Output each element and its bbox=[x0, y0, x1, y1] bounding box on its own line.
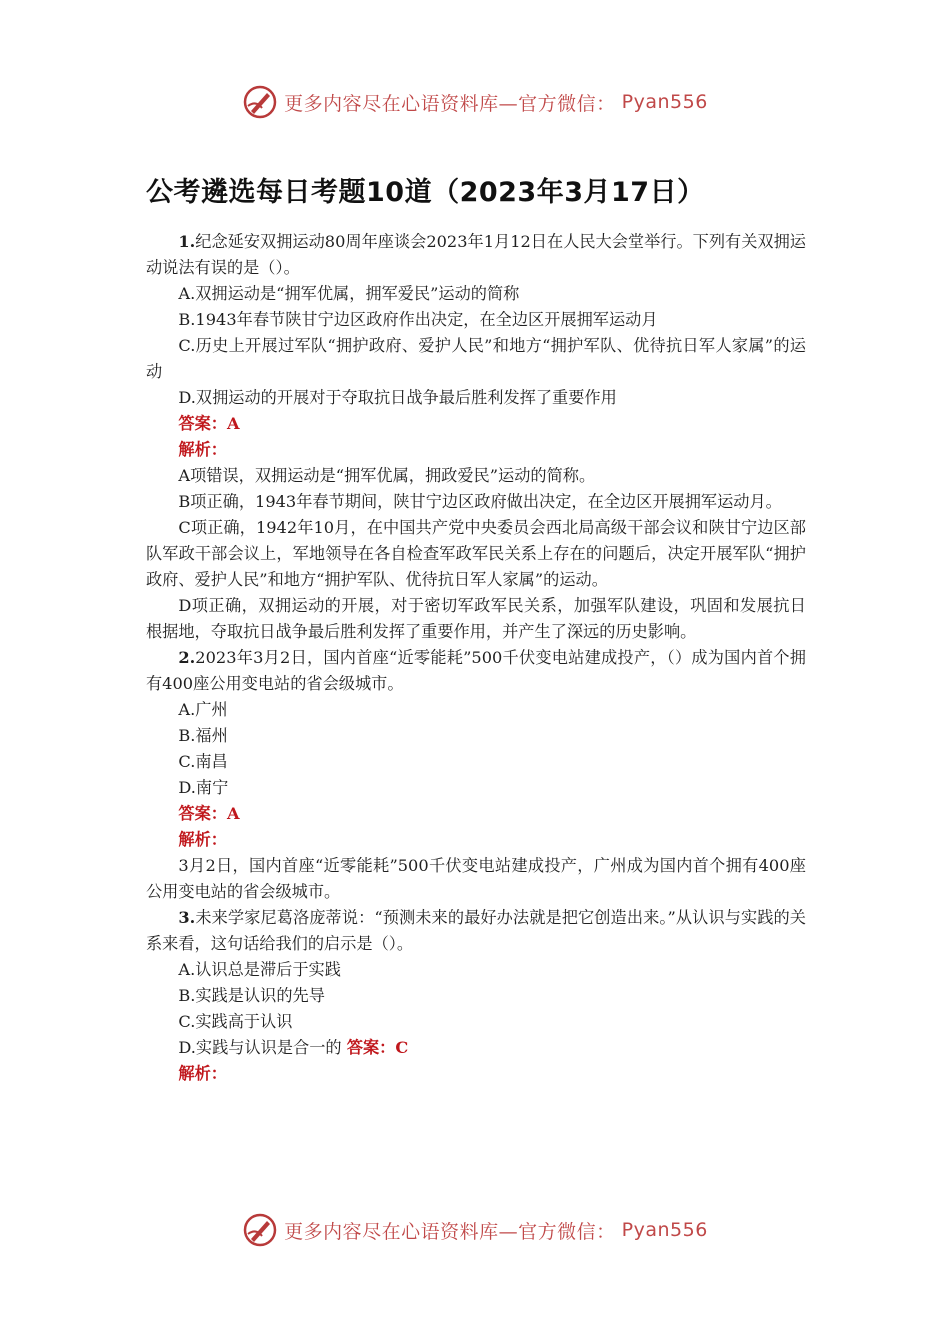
question-3-number: 3. bbox=[178, 908, 196, 927]
question-3-analysis-label: 解析： bbox=[178, 1064, 227, 1083]
question-3-text: 未来学家尼葛洛庞蒂说：“预测未来的最好办法就是把它创造出来。”从认识与实践的关系来看，这句话给我们的启示是（）。 bbox=[146, 908, 806, 953]
question-3-option-c: C.实践高于认识 bbox=[178, 1012, 293, 1031]
pen-logo-icon bbox=[242, 1212, 278, 1248]
answer-value: C bbox=[395, 1038, 409, 1057]
question-3-option-a: A.认识总是滞后于实践 bbox=[178, 960, 341, 979]
page-title: 公考遴选每日考题10道（2023年3月17日） bbox=[146, 177, 705, 208]
question-2-analysis-label: 解析： bbox=[178, 830, 227, 849]
answer-value: A bbox=[226, 414, 240, 433]
pen-logo-icon bbox=[242, 84, 278, 120]
answer-label: 答案： bbox=[178, 414, 227, 433]
answer-label: 答案： bbox=[346, 1038, 396, 1057]
question-3-option-b: B.实践是认识的先导 bbox=[178, 986, 325, 1005]
header-banner bbox=[0, 82, 950, 122]
question-3-stem bbox=[146, 905, 806, 957]
question-1-analysis-a: A项错误，双拥运动是“拥军优属，拥政爱民”运动的简称。 bbox=[178, 466, 596, 485]
question-list bbox=[146, 229, 806, 1087]
question-2-option-c: C.南昌 bbox=[178, 752, 228, 771]
question-2-text: 2023年3月2日，国内首座“近零能耗”500千伏变电站建成投产，（）成为国内首个拥有400座公用变电站的省会级城市。 bbox=[146, 648, 806, 693]
question-1-analysis-label: 解析： bbox=[178, 440, 227, 459]
question-2-option-d: D.南宁 bbox=[178, 778, 229, 797]
question-1-stem bbox=[146, 229, 806, 281]
question-2-option-b: B.福州 bbox=[178, 726, 228, 745]
question-1-option-d: D.双拥运动的开展对于夺取抗日战争最后胜利发挥了重要作用 bbox=[178, 388, 617, 407]
question-2-stem bbox=[146, 645, 806, 697]
question-2-analysis: 3月2日，国内首座“近零能耗”500千伏变电站建成投产，广州成为国内首个拥有400座公用变电站的省会级城市。 bbox=[146, 856, 806, 901]
footer-wechat-id: Pyan556 bbox=[621, 1219, 708, 1241]
footer-banner-text: 更多内容尽在心语资料库—官方微信： bbox=[284, 1220, 616, 1243]
question-1-text: 纪念延安双拥运动80周年座谈会2023年1月12日在人民大会堂举行。下列有关双拥运动说法有误的是（）。 bbox=[146, 232, 806, 277]
question-2-answer bbox=[146, 801, 806, 827]
question-1-option-b: B.1943年春节陕甘宁边区政府作出决定，在全边区开展拥军运动月 bbox=[178, 310, 658, 329]
header-wechat-id: Pyan556 bbox=[621, 91, 708, 113]
question-1-analysis-b: B项正确，1943年春节期间，陕甘宁边区政府做出决定，在全边区开展拥军运动月。 bbox=[178, 492, 782, 511]
question-2-number: 2. bbox=[178, 648, 196, 667]
question-3-option-d-with-answer bbox=[146, 1035, 806, 1061]
answer-label: 答案： bbox=[178, 804, 227, 823]
question-1-answer bbox=[146, 411, 806, 437]
question-1-option-c: C.历史上开展过军队“拥护政府、爱护人民”和地方“拥护军队、优待抗日军人家属”的运动 bbox=[146, 336, 806, 381]
header-banner-text: 更多内容尽在心语资料库—官方微信： bbox=[284, 92, 616, 115]
question-1-number: 1. bbox=[178, 232, 196, 251]
question-1-option-a: A.双拥运动是“拥军优属，拥军爱民”运动的简称 bbox=[178, 284, 520, 303]
question-2-option-a: A.广州 bbox=[178, 700, 228, 719]
question-1-analysis-c: C项正确，1942年10月，在中国共产党中央委员会西北局高级干部会议和陕甘宁边区部队军政干部会议上，军地领导在各自检查军政军民关系上存在的问题后，决定开展军队“拥护政府、爱护人民”和地方“拥护军队、优待抗日军人家属”的运动。 bbox=[146, 518, 806, 589]
question-1-analysis-d: D项正确，双拥运动的开展，对于密切军政军民关系，加强军队建设，巩固和发展抗日根据地，夺取抗日战争最后胜利发挥了重要作用，并产生了深远的历史影响。 bbox=[146, 596, 806, 641]
footer-banner bbox=[0, 1210, 950, 1250]
question-3-option-d: D.实践与认识是合一的 bbox=[178, 1038, 342, 1057]
answer-value: A bbox=[226, 804, 240, 823]
